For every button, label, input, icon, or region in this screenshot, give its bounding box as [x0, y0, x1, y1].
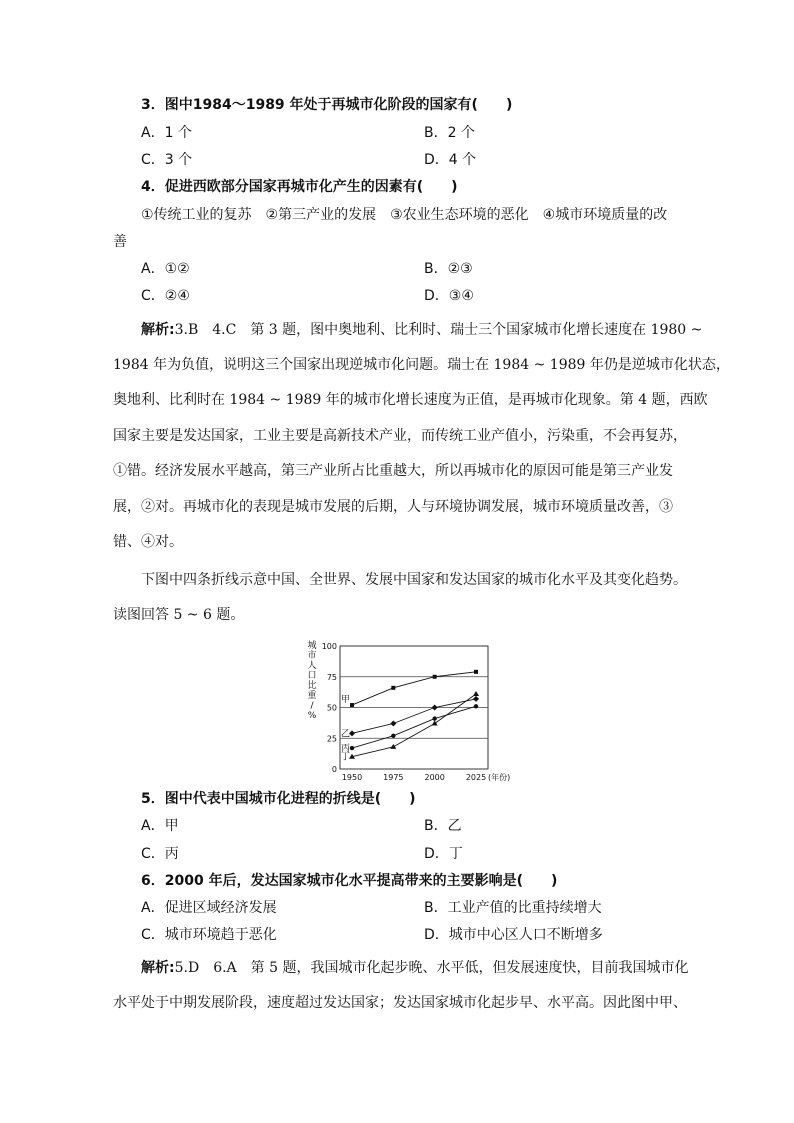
q5-option-d: D．丁	[424, 846, 463, 862]
analysis1-line-7: 错、④对。	[113, 534, 183, 550]
series-line-丙	[352, 706, 476, 748]
q4-option-b: B．②③	[424, 261, 473, 277]
analysis1-line-2: 1984 年为负值，说明这三个国家出现逆城市化问题。瑞士在 1984 ~ 1989 年仍是逆城市化状态，	[113, 357, 730, 373]
q6-option-d: D．城市中心区人口不断增多	[424, 927, 603, 943]
urbanization-chart	[290, 636, 530, 786]
series-point-丙	[474, 704, 478, 708]
y-tick-label: 25	[326, 734, 337, 744]
series-point-丁	[390, 744, 396, 749]
analysis1-label: 解析:	[141, 322, 175, 338]
series-point-乙	[390, 720, 396, 726]
series-point-甲	[391, 686, 395, 690]
series-label-丙: 丙	[341, 744, 351, 755]
intro-line-1: 下图中四条折线示意中国、全世界、发展中国家和发达国家的城市化水平及其变化趋势。	[141, 572, 687, 588]
q4-option-d: D．③④	[424, 288, 474, 304]
y-tick-label: 100	[321, 642, 337, 651]
q5-option-b: B．乙	[424, 818, 462, 834]
series-point-丙	[432, 716, 436, 720]
series-label-乙: 乙	[341, 729, 351, 740]
q3-option-c: C．3 个	[141, 152, 193, 168]
analysis2-line-1	[141, 958, 688, 978]
analysis1-line-6: 展，②对。再城市化的表现是城市发展的后期，人与环境协调发展，城市环境质量改善，③	[113, 499, 673, 515]
analysis1-line-1	[141, 320, 702, 340]
analysis1-text-1: 3.B 4.C 第 3 题，图中奥地利、比利时、瑞士三个国家城市化增长速度在 1980 ~	[174, 322, 703, 338]
analysis1-line-4: 国家主要是发达国家，工业主要是高新技术产业，而传统工业产值小，污染重，不会再复苏，	[113, 428, 687, 444]
series-point-乙	[432, 705, 438, 711]
q3-option-b: B．2 个	[424, 125, 475, 141]
x-tick-label: 1950	[341, 773, 363, 782]
analysis2-line-2: 水平处于中期发展阶段，速度超过发达国家；发达国家城市化起步早、水平高。因此图中甲、	[113, 995, 687, 1011]
q4-stem: 4．促进西欧部分国家再城市化产生的因素有( )	[141, 179, 458, 195]
series-point-丁	[473, 691, 479, 696]
series-label-甲: 甲	[341, 695, 351, 706]
series-point-丙	[350, 746, 354, 750]
series-point-乙	[473, 696, 479, 702]
q4-option-a: A．①②	[141, 261, 190, 277]
x-tick-label: 1975	[383, 773, 404, 782]
analysis1-line-3: 奥地利、比利时在 1984 ~ 1989 年的城市化增长速度为正值，是再城市化现象。第 4 题，西欧	[113, 392, 708, 408]
series-point-丁	[432, 720, 438, 725]
series-label-丁: 丁	[341, 752, 351, 763]
analysis2-label: 解析:	[141, 960, 175, 976]
q5-option-c: C．丙	[141, 846, 179, 862]
y-axis-label: 城市人口比重/ %	[307, 641, 317, 721]
series-point-甲	[433, 675, 437, 679]
y-tick-label: 75	[326, 672, 337, 682]
q5-option-a: A．甲	[141, 818, 179, 834]
q6-option-a: A．促进区域经济发展	[141, 900, 277, 916]
series-point-甲	[474, 670, 478, 674]
q4-option-c: C．②④	[141, 288, 190, 304]
q3-stem: 3．图中1984～1989 年处于再城市化阶段的国家有( )	[141, 97, 513, 113]
x-tick-label: 2025	[465, 773, 487, 782]
q5-stem: 5．图中代表中国城市化进程的折线是( )	[141, 791, 416, 807]
q4-items-cont: 善	[113, 234, 127, 250]
q6-option-b: B．工业产值的比重持续增大	[424, 900, 602, 916]
series-point-丙	[391, 734, 395, 738]
x-tick-label: 2000	[424, 773, 445, 782]
y-tick-label: 0	[331, 765, 337, 774]
series-point-甲	[350, 703, 354, 707]
analysis1-line-5: ①错。经济发展水平越高，第三产业所占比重越大，所以再城市化的原因可能是第三产业发	[113, 463, 673, 479]
y-tick-label: 50	[326, 703, 337, 713]
intro-line-2: 读图回答 5 ~ 6 题。	[113, 607, 245, 623]
analysis2-text-1: 5.D 6.A 第 5 题，我国城市化起步晚、水平低，但发展速度快，目前我国城市化	[174, 960, 689, 976]
q3-option-d: D．4 个	[424, 152, 477, 168]
q6-stem: 6．2000 年后，发达国家城市化水平提高带来的主要影响是( )	[141, 873, 558, 889]
q4-items: ①传统工业的复苏 ②第三产业的发展 ③农业生态环境的恶化 ④城市环境质量的改	[141, 207, 668, 223]
series-line-乙	[352, 699, 476, 733]
q3-option-a: A．1 个	[141, 125, 192, 141]
x-axis-label: (年份)	[488, 773, 511, 782]
q6-option-c: C．城市环境趋于恶化	[141, 927, 277, 943]
series-line-丁	[352, 694, 476, 757]
